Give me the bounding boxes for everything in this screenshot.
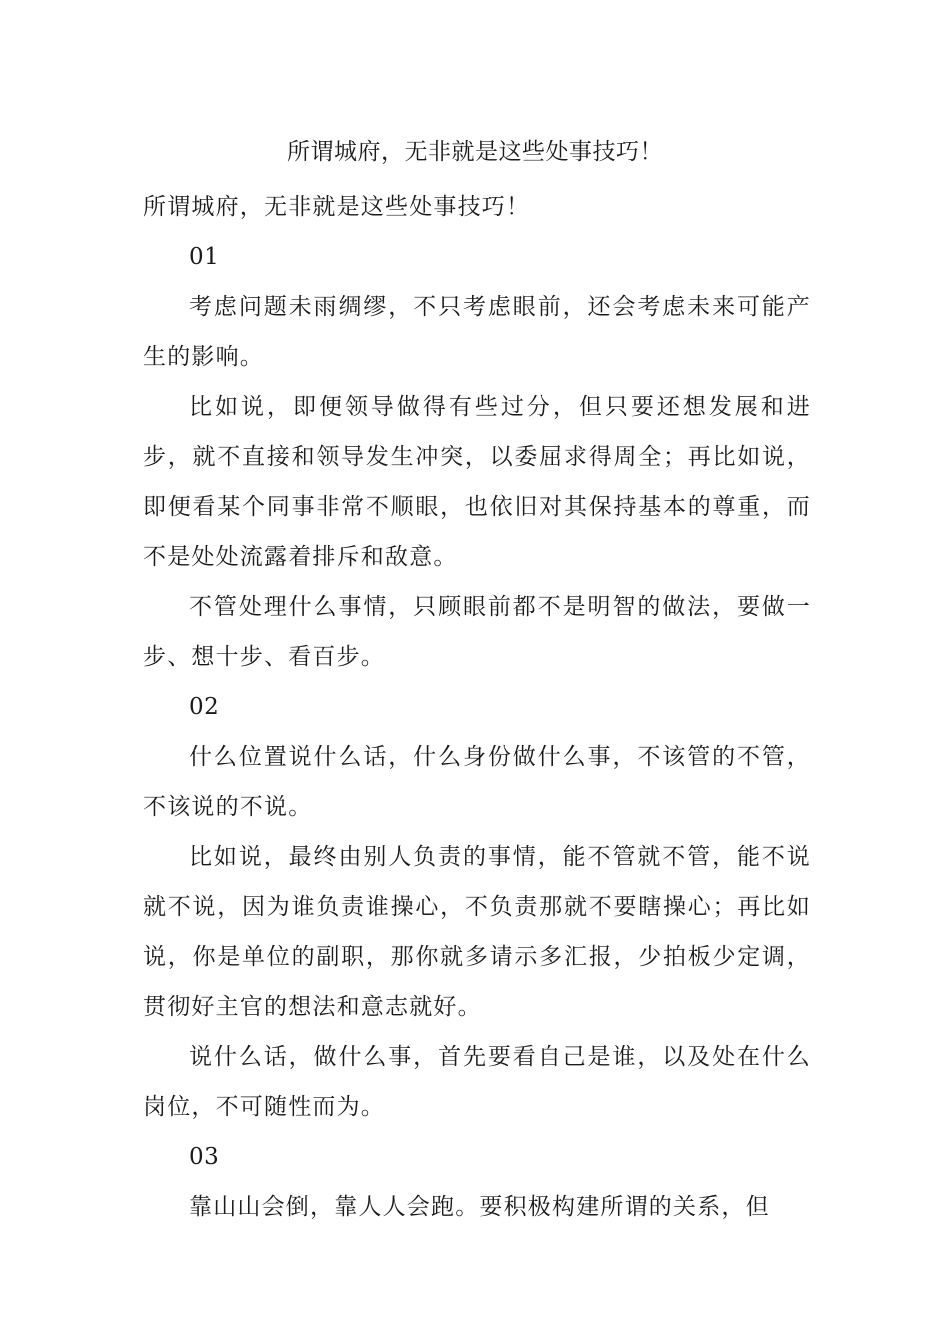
paragraph: 比如说，即便领导做得有些过分，但只要还想发展和进步，就不直接和领导发生冲突，以委屈求得周全；再比如说，即便看某个同事非常不顺眼，也依旧对其保持基本的尊重，而不是处处流露着排斥和敌意。 bbox=[143, 394, 811, 570]
section-number-02: 02 bbox=[189, 694, 220, 720]
paragraph: 什么位置说什么话，什么身份做什么事，不该管的不管，不该说的不说。 bbox=[143, 744, 811, 820]
section-number-01: 01 bbox=[189, 244, 220, 270]
section-number-03: 03 bbox=[189, 1144, 220, 1170]
paragraph: 说什么话，做什么事，首先要看自己是谁，以及处在什么岗位，不可随性而为。 bbox=[143, 1044, 811, 1120]
document-subtitle: 所谓城府，无非就是这些处事技巧！ bbox=[143, 194, 531, 220]
paragraph: 比如说，最终由别人负责的事情，能不管就不管，能不说就不说，因为谁负责谁操心，不负责那就不要瞎操心；再比如说，你是单位的副职，那你就多请示多汇报，少拍板少定调，贯彻好主官的想法和意志就好。 bbox=[143, 844, 811, 1020]
paragraph: 考虑问题未雨绸缪，不只考虑眼前，还会考虑未来可能产生的影响。 bbox=[143, 294, 811, 370]
paragraph: 不管处理什么事情，只顾眼前都不是明智的做法，要做一步、想十步、看百步。 bbox=[143, 594, 811, 670]
document-body bbox=[143, 182, 811, 1232]
document-title: 所谓城府，无非就是这些处事技巧！ bbox=[287, 139, 663, 165]
paragraph: 靠山山会倒，靠人人会跑。要积极构建所谓的关系，但 bbox=[189, 1194, 770, 1220]
